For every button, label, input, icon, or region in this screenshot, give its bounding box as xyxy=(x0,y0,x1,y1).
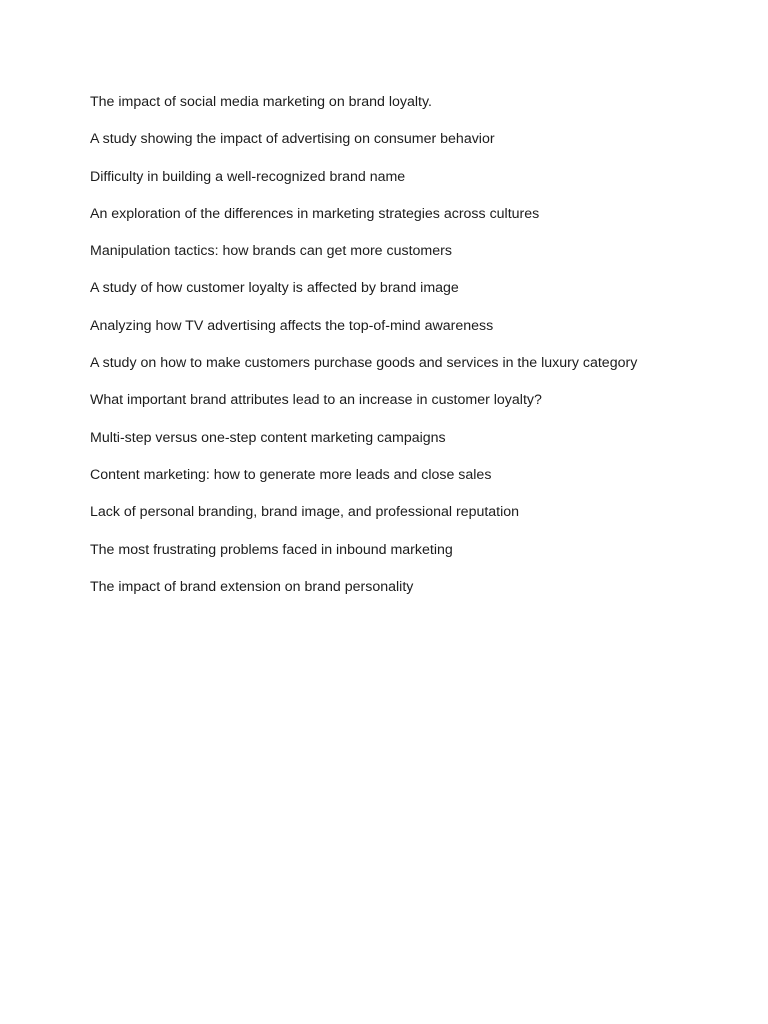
topic-item: What important brand attributes lead to an increase in customer loyalty? xyxy=(90,392,542,409)
topic-list xyxy=(90,92,740,614)
topic-item: A study of how customer loyalty is affected by brand image xyxy=(90,280,459,297)
topic-item: Lack of personal branding, brand image, and professional reputation xyxy=(90,504,520,521)
topic-item: Manipulation tactics: how brands can get more customers xyxy=(90,243,452,260)
topic-item: An exploration of the differences in marketing strategies across cultures xyxy=(90,205,540,222)
topic-item: Content marketing: how to generate more leads and close sales xyxy=(90,466,492,483)
topic-item: Multi-step versus one-step content marketing campaigns xyxy=(90,429,446,446)
topic-item: The impact of social media marketing on brand loyalty. xyxy=(90,94,432,110)
topic-item: Difficulty in building a well-recognized brand name xyxy=(90,168,406,185)
topic-item: Analyzing how TV advertising affects the top-of-mind awareness xyxy=(90,317,494,334)
topic-item: The impact of brand extension on brand personality xyxy=(90,578,414,595)
topic-item: A study on how to make customers purchase goods and services in the luxury category xyxy=(90,355,638,372)
topic-item: The most frustrating problems faced in inbound marketing xyxy=(90,541,453,558)
topic-item: A study showing the impact of advertising on consumer behavior xyxy=(90,131,495,148)
